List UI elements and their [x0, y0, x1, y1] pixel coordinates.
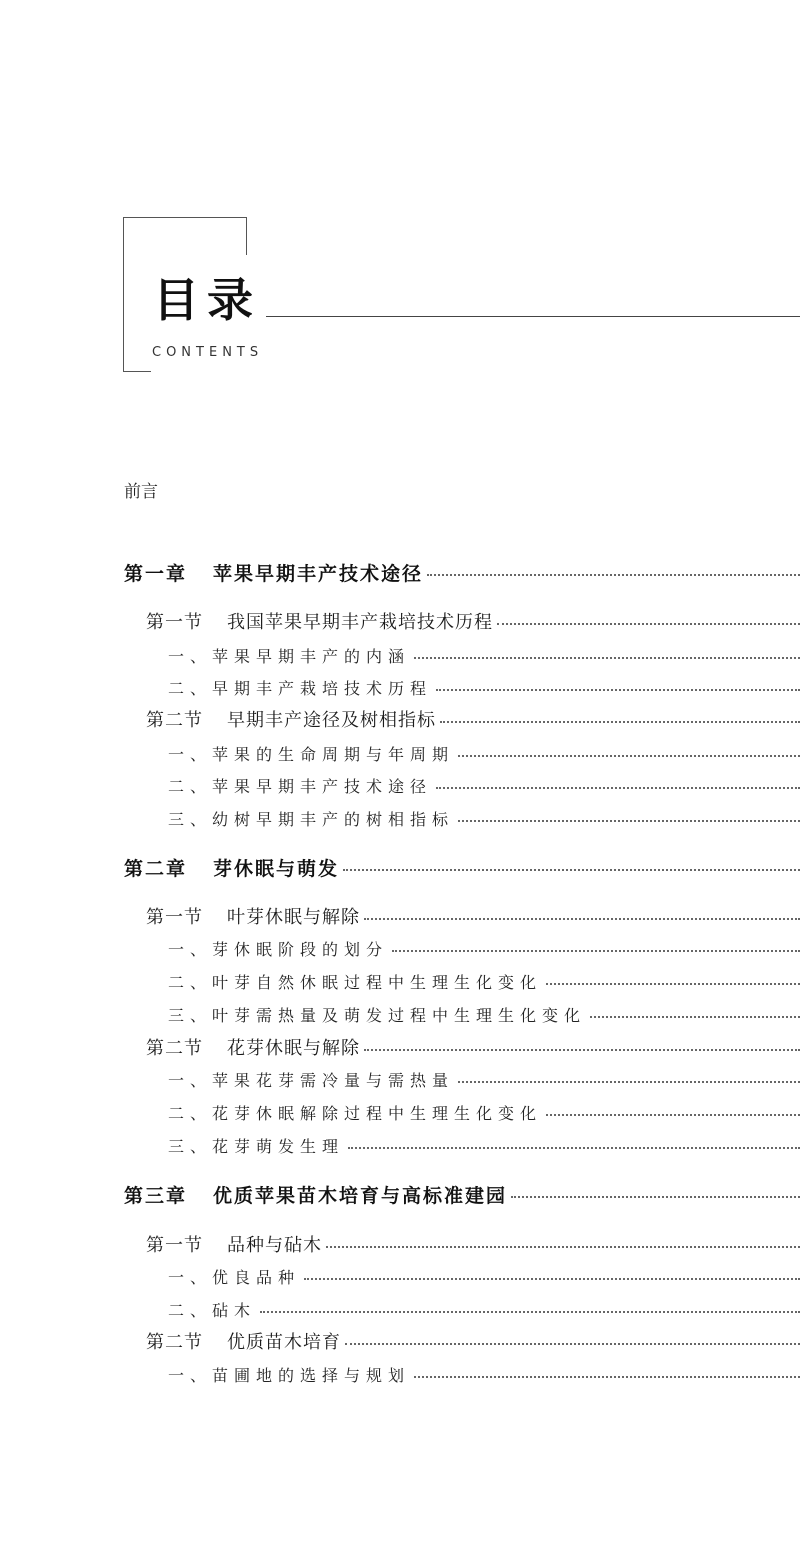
toc-section-2-2[interactable] — [146, 1034, 800, 1060]
chapter-number: 第一章 — [124, 562, 188, 585]
dot-leader — [364, 918, 800, 920]
toc-item-3-1-1[interactable] — [168, 1263, 800, 1289]
toc-item-2-1-1[interactable] — [168, 935, 800, 961]
section-title: 叶芽休眠与解除 — [227, 907, 360, 928]
title-rule — [266, 316, 800, 317]
toc-item-1-2-3[interactable] — [168, 805, 800, 831]
toc-section-3-1[interactable] — [146, 1231, 800, 1257]
dot-leader — [511, 1196, 800, 1198]
title-frame-right — [246, 217, 247, 255]
dot-leader — [458, 820, 800, 822]
section-title: 我国苹果早期丰产栽培技术历程 — [227, 612, 493, 633]
toc-section-1-2[interactable] — [146, 706, 800, 732]
toc-item-2-2-2[interactable] — [168, 1099, 800, 1125]
item-title: 二、早期丰产栽培技术历程 — [168, 678, 433, 698]
dot-leader — [348, 1147, 800, 1149]
toc-item-1-1-1[interactable] — [168, 642, 800, 668]
toc-item-3-1-2[interactable] — [168, 1296, 800, 1322]
section-title: 品种与砧木 — [227, 1235, 322, 1256]
section-title: 早期丰产途径及树相指标 — [227, 710, 436, 731]
toc-chapter-3[interactable] — [124, 1181, 800, 1207]
dot-leader — [590, 1016, 800, 1018]
item-title: 二、花芽休眠解除过程中生理生化变化 — [168, 1103, 543, 1123]
toc-chapter-1[interactable] — [124, 559, 800, 585]
section-number: 第一节 — [146, 1235, 203, 1256]
chapter-number: 第二章 — [124, 857, 188, 880]
page-subtitle: CONTENTS — [152, 345, 264, 360]
toc-item-3-2-1[interactable] — [168, 1361, 800, 1387]
item-title: 一、优良品种 — [168, 1267, 301, 1287]
toc-item-1-2-2[interactable] — [168, 772, 800, 798]
item-title: 一、苹果的生命周期与年周期 — [168, 744, 455, 764]
item-title: 三、叶芽需热量及萌发过程中生理生化变化 — [168, 1005, 587, 1025]
dot-leader — [364, 1049, 800, 1051]
toc-section-1-1[interactable] — [146, 608, 800, 634]
dot-leader — [345, 1343, 800, 1345]
dot-leader — [343, 869, 800, 871]
chapter-title: 优质苹果苗木培育与高标准建园 — [213, 1184, 508, 1207]
toc-chapter-2[interactable] — [124, 854, 800, 880]
dot-leader — [392, 950, 800, 952]
section-title: 花芽休眠与解除 — [227, 1038, 360, 1059]
dot-leader — [414, 657, 800, 659]
section-number: 第二节 — [146, 1038, 203, 1059]
toc-item-1-1-2[interactable] — [168, 674, 800, 700]
item-title: 二、苹果早期丰产技术途径 — [168, 776, 433, 796]
toc-preface[interactable]: 前言 — [124, 482, 158, 502]
item-title: 一、芽休眠阶段的划分 — [168, 939, 389, 959]
chapter-title: 芽休眠与萌发 — [213, 857, 340, 880]
item-title: 二、砧木 — [168, 1300, 257, 1320]
section-number: 第二节 — [146, 1332, 203, 1353]
section-title: 优质苗木培育 — [227, 1332, 341, 1353]
item-title: 三、花芽萌发生理 — [168, 1136, 345, 1156]
chapter-title: 苹果早期丰产技术途径 — [213, 562, 424, 585]
item-title: 二、叶芽自然休眠过程中生理生化变化 — [168, 972, 543, 992]
item-title: 一、苹果早期丰产的内涵 — [168, 646, 411, 666]
toc-item-2-1-3[interactable] — [168, 1001, 800, 1027]
toc-item-2-2-3[interactable] — [168, 1132, 800, 1158]
dot-leader — [260, 1311, 800, 1313]
dot-leader — [436, 787, 800, 789]
toc-section-3-2[interactable] — [146, 1328, 800, 1354]
dot-leader — [304, 1278, 800, 1280]
dot-leader — [436, 689, 800, 691]
chapter-number: 第三章 — [124, 1184, 188, 1207]
dot-leader — [458, 1081, 800, 1083]
item-title: 一、苹果花芽需冷量与需热量 — [168, 1070, 455, 1090]
item-title: 三、幼树早期丰产的树相指标 — [168, 809, 455, 829]
section-number: 第一节 — [146, 612, 203, 633]
dot-leader — [546, 983, 800, 985]
title-frame-top — [123, 217, 246, 218]
toc-item-1-2-1[interactable] — [168, 740, 800, 766]
toc-item-2-1-2[interactable] — [168, 968, 800, 994]
dot-leader — [414, 1376, 800, 1378]
section-number: 第二节 — [146, 710, 203, 731]
dot-leader — [497, 623, 800, 625]
section-number: 第一节 — [146, 907, 203, 928]
item-title: 一、苗圃地的选择与规划 — [168, 1365, 411, 1385]
dot-leader — [458, 755, 800, 757]
toc-item-2-2-1[interactable] — [168, 1066, 800, 1092]
dot-leader — [440, 721, 800, 723]
page-title: 目录 — [153, 273, 261, 327]
title-frame-left — [123, 217, 124, 372]
toc-section-2-1[interactable] — [146, 903, 800, 929]
dot-leader — [427, 574, 800, 576]
dot-leader — [326, 1246, 800, 1248]
dot-leader — [546, 1114, 800, 1116]
title-frame-bottom — [123, 371, 151, 372]
